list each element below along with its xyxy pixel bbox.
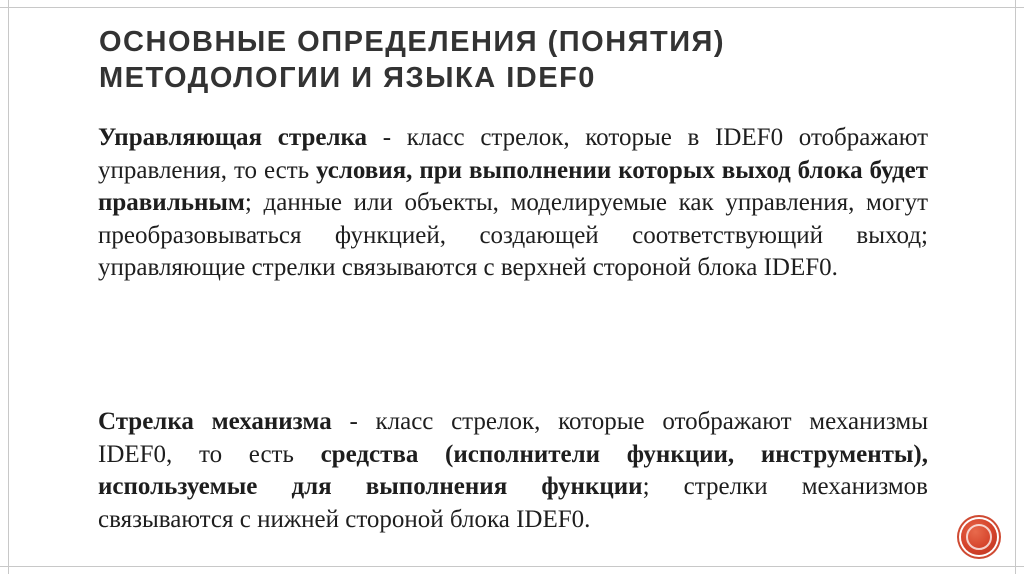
slide-title-line-2: МЕТОДОЛОГИИ И ЯЗЫКА IDEF0 — [99, 62, 596, 94]
definition-mechanism-arrow — [98, 406, 928, 536]
term-mechanism-arrow: Стрелка механизма — [98, 408, 332, 435]
slide-title-line-1: ОСНОВНЫЕ ОПРЕДЕЛЕНИЯ (ПОНЯТИЯ) — [99, 26, 726, 58]
slide-title — [99, 24, 929, 96]
term-control-arrow: Управляющая стрелка — [98, 124, 367, 151]
definition-emphasis: средства (исполнители функции, инструменты), используемые для выполнения функции — [98, 440, 928, 500]
definition-text: - класс стрелок, которые в IDEF0 отображают управления, то есть — [98, 124, 929, 184]
frame-line-top — [0, 7, 1024, 8]
frame-line-bottom — [0, 566, 1024, 567]
decorative-circle-icon — [961, 519, 997, 555]
definition-control-arrow — [98, 122, 928, 285]
frame-line-left — [8, 0, 9, 574]
definition-text: ; стрелки механизмов связываются с нижней стороной блока IDEF0. — [98, 473, 928, 533]
circle-ring — [966, 524, 992, 550]
definition-text: - класс стрелок, которые отображают механизмы IDEF0, то есть — [98, 408, 929, 468]
definition-emphasis: условия, при выполнении которых выход блока будет правильным — [98, 156, 929, 216]
frame-line-right — [1015, 0, 1016, 574]
definition-text: ; данные или объекты, моделируемые как управления, могут преобразовываться функцией, создающей соответствующий выход; управляющие стрелки связываются с верхней стороной блока IDEF0. — [98, 189, 928, 281]
